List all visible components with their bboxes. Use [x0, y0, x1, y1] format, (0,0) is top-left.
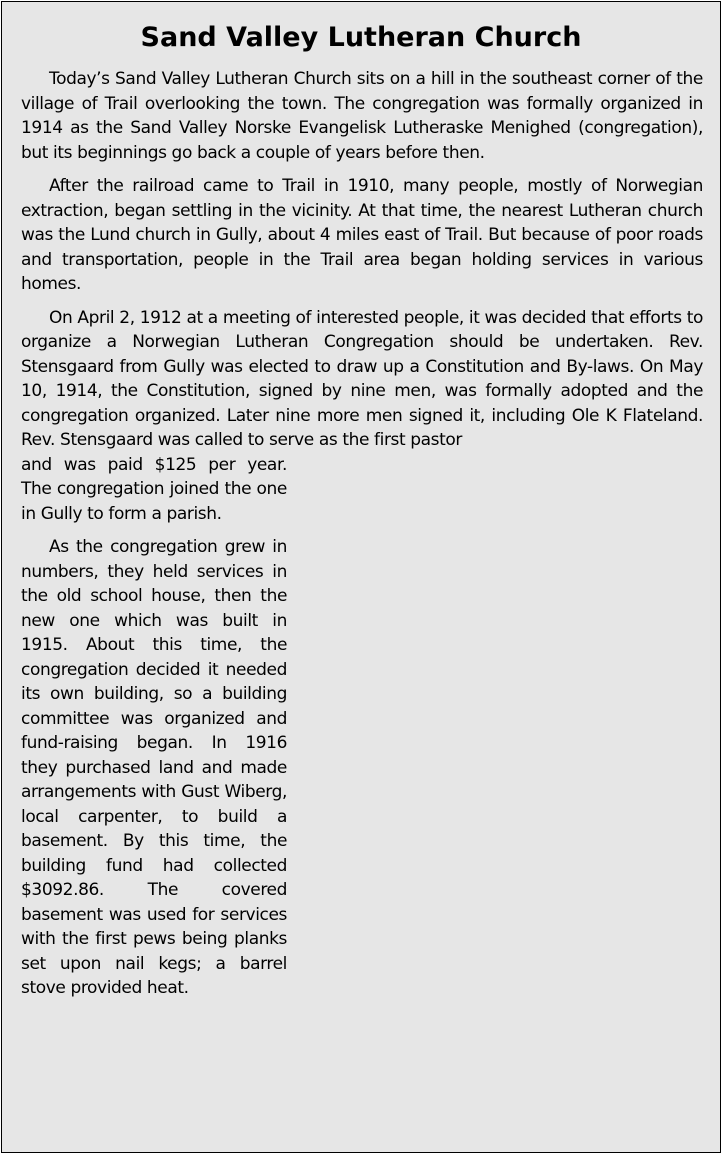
paragraph-3: On April 2, 1912 at a meeting of interested people, it was decided that efforts to organize a Norwegian Lutheran Congregation should be undertaken. Rev. Stensgaard from Gully was elected to draw up a Constitution and By-laws. On May 10, 1914, the Constitution, signed by nine men, was formally adopted and the congregation organized. Later nine more men signed it, including Ole K Flateland. Rev. Stensgaard was called to serve as the first pastor — [21, 307, 703, 450]
paragraph-3-continued: and was paid $125 per year. The congregation joined the one in Gully to form a parish. — [21, 454, 287, 524]
narrow-column — [21, 453, 287, 1001]
paragraph-2: After the railroad came to Trail in 1910, many people, mostly of Norwegian extraction, began settling in the vicinity. At that time, the nearest Lutheran church was the Lund church in Gully, about 4 miles east of Trail. But because of poor roads and transportation, people in the Trail area began holding services in various homes. — [21, 176, 703, 294]
article-title: Sand Valley Lutheran Church — [140, 22, 582, 53]
article-body — [21, 67, 703, 1010]
article-panel — [1, 1, 721, 1153]
paragraph-4: As the congregation grew in numbers, they held services in the old school house, then the new one which was built in 1915. About this time, the congregation decided it needed its own building, so a building committee was organized and fund-raising began. In 1916 they purchased land and made arrangements with Gust Wiberg, local carpenter, to build a basement. By this time, the building fund had collected $3092.86. The covered basement was used for services with the first pews being planks set upon nail kegs; a barrel stove provided heat. — [21, 537, 287, 998]
paragraph-1: Today’s Sand Valley Lutheran Church sits on a hill in the southeast corner of the village of Trail overlooking the town. The congregation was formally organized in 1914 as the Sand Valley Norske Evangelisk Lutheraske Menighed (congregation), but its beginnings go back a couple of years before then. — [21, 69, 703, 163]
